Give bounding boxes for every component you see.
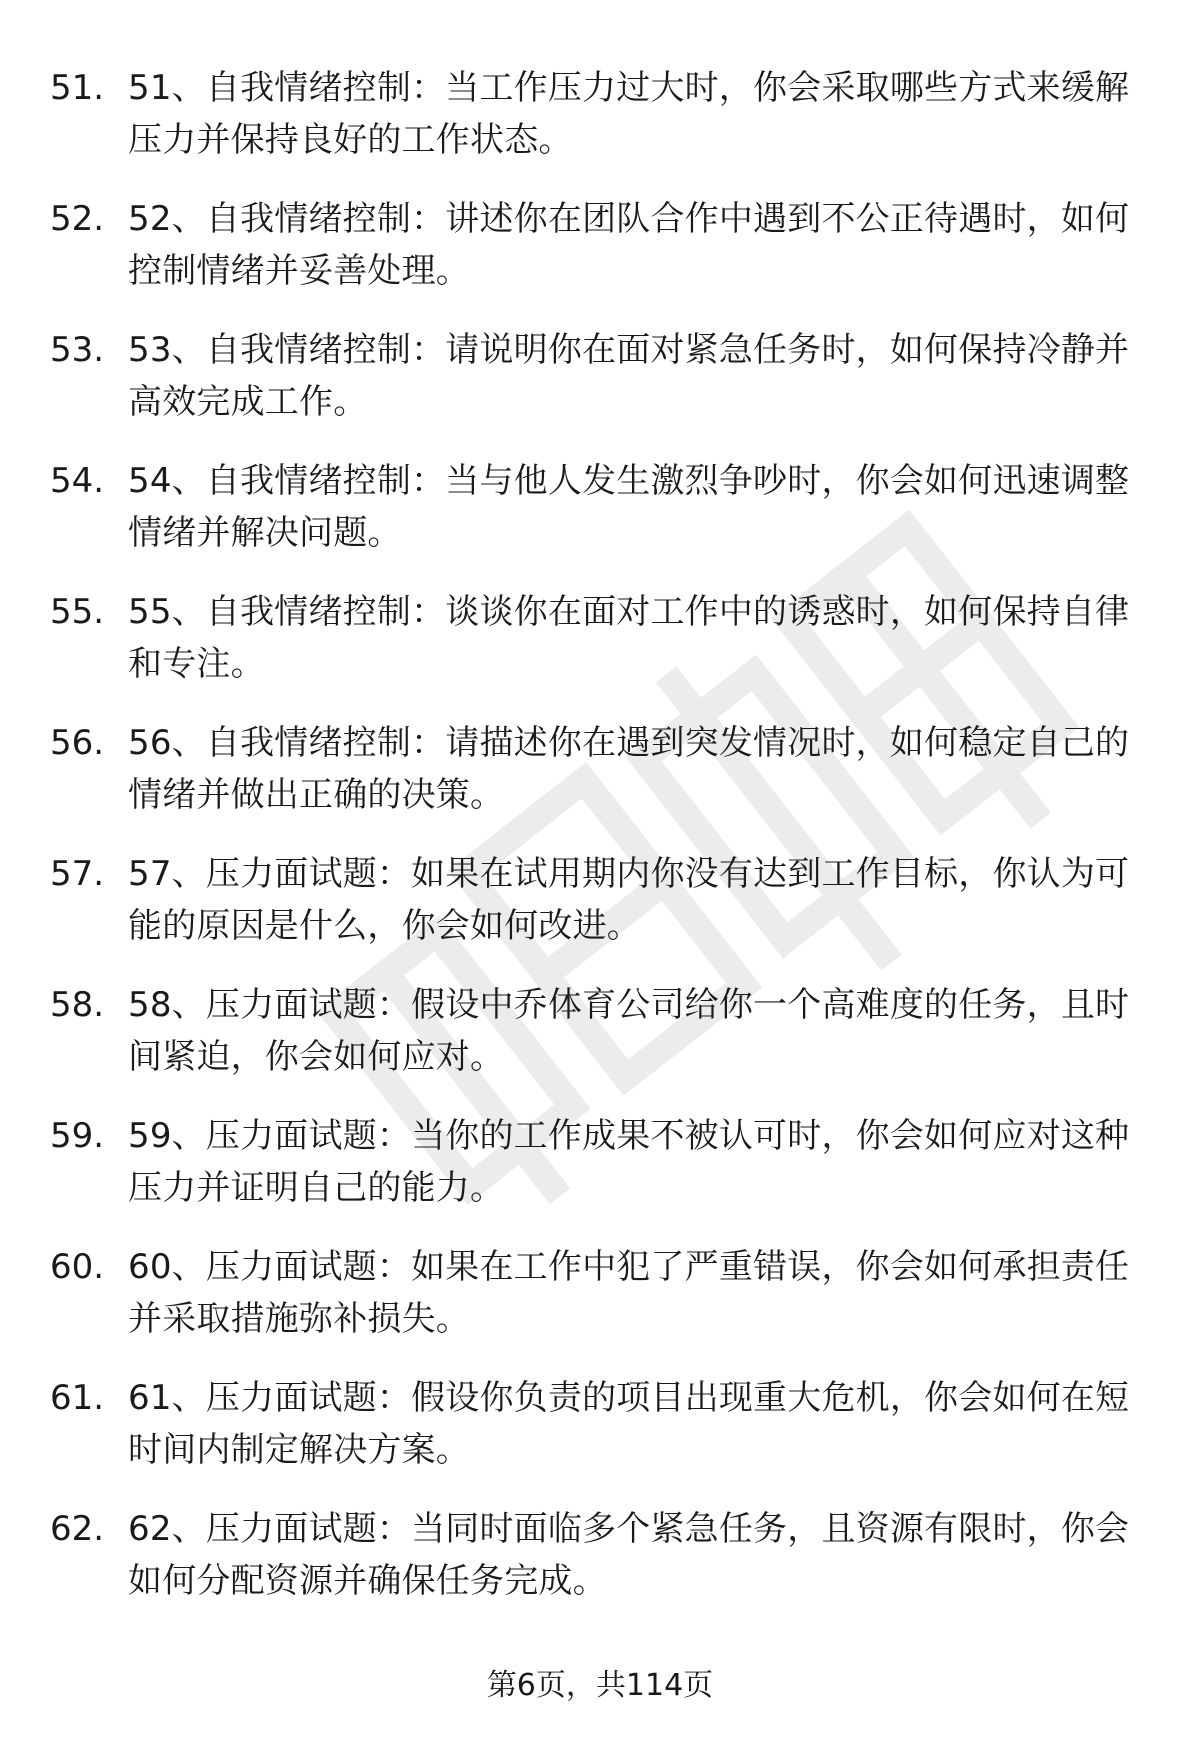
question-text: 61、压力面试题：假设你负责的项目出现重大危机，你会如何在短时间内制定解决方案。 <box>128 1378 1130 1470</box>
page-number-footer: 第6页，共114页 <box>486 1668 714 1703</box>
list-item <box>0 1493 1200 1624</box>
question-number: 59. <box>50 1116 105 1156</box>
question-number: 52. <box>50 199 105 239</box>
list-item <box>0 314 1200 445</box>
list-item <box>0 52 1200 183</box>
question-number: 62. <box>50 1509 105 1549</box>
question-text: 55、自我情绪控制：谈谈你在面对工作中的诱惑时，如何保持自律和专注。 <box>128 592 1130 684</box>
list-item <box>0 1231 1200 1362</box>
question-number: 58. <box>50 985 105 1025</box>
question-number: 51. <box>50 68 105 108</box>
question-number: 57. <box>50 854 105 894</box>
question-number: 53. <box>50 330 105 370</box>
question-text: 54、自我情绪控制：当与他人发生激烈争吵时，你会如何迅速调整情绪并解决问题。 <box>128 461 1130 553</box>
question-text: 52、自我情绪控制：讲述你在团队合作中遇到不公正待遇时，如何控制情绪并妥善处理。 <box>128 199 1130 291</box>
list-item <box>0 1100 1200 1231</box>
list-item <box>0 969 1200 1100</box>
list-item <box>0 1362 1200 1493</box>
list-item <box>0 838 1200 969</box>
question-list <box>0 52 1200 1624</box>
question-number: 55. <box>50 592 105 632</box>
question-number: 61. <box>50 1378 105 1418</box>
list-item <box>0 445 1200 576</box>
question-text: 62、压力面试题：当同时面临多个紧急任务，且资源有限时，你会如何分配资源并确保任务完成。 <box>128 1509 1130 1601</box>
question-text: 58、压力面试题：假设中乔体育公司给你一个高难度的任务，且时间紧迫，你会如何应对。 <box>128 985 1130 1077</box>
question-text: 57、压力面试题：如果在试用期内你没有达到工作目标，你认为可能的原因是什么，你会如何改进。 <box>128 854 1130 946</box>
question-text: 51、自我情绪控制：当工作压力过大时，你会采取哪些方式来缓解压力并保持良好的工作状态。 <box>128 68 1130 160</box>
list-item <box>0 183 1200 314</box>
question-text: 59、压力面试题：当你的工作成果不被认可时，你会如何应对这种压力并证明自己的能力。 <box>128 1116 1130 1208</box>
question-number: 60. <box>50 1247 105 1287</box>
question-number: 54. <box>50 461 105 501</box>
list-item <box>0 576 1200 707</box>
question-text: 56、自我情绪控制：请描述你在遇到突发情况时，如何稳定自己的情绪并做出正确的决策。 <box>128 723 1130 815</box>
list-item <box>0 707 1200 838</box>
question-text: 60、压力面试题：如果在工作中犯了严重错误，你会如何承担责任并采取措施弥补损失。 <box>128 1247 1130 1339</box>
question-number: 56. <box>50 723 105 763</box>
question-text: 53、自我情绪控制：请说明你在面对紧急任务时，如何保持冷静并高效完成工作。 <box>128 330 1130 422</box>
